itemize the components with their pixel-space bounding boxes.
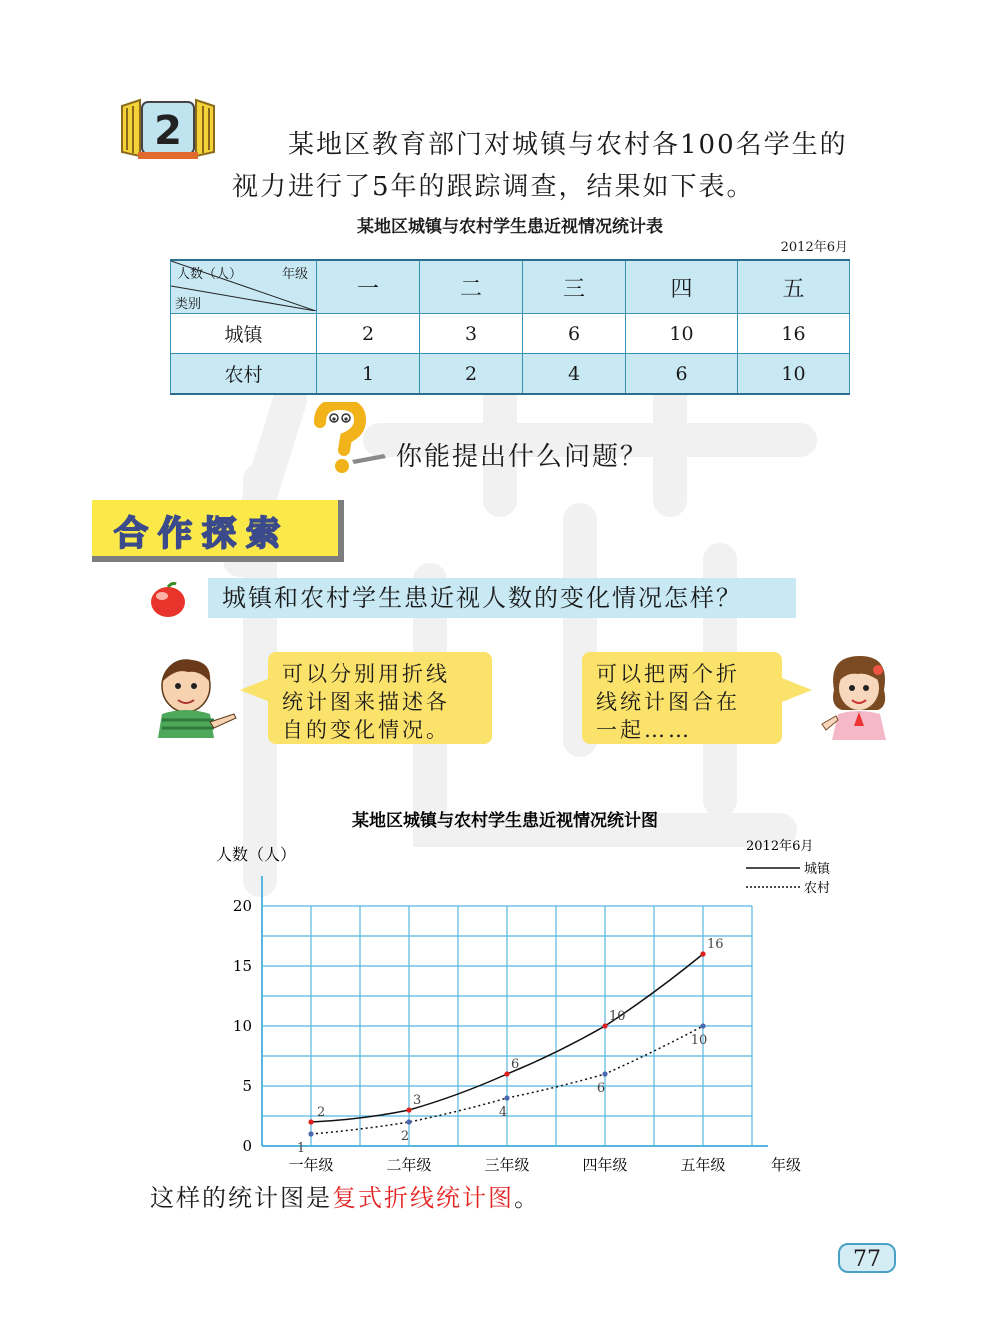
- banner-title: 合作探索: [114, 514, 290, 554]
- y-tick-label: 20: [232, 897, 252, 915]
- speech-bubble-tail-right: [782, 678, 812, 702]
- data-point: [406, 1107, 411, 1112]
- conclusion-highlight: 复式折线统计图: [332, 1184, 514, 1212]
- x-tick-label: 四年级: [582, 1156, 628, 1174]
- girl-character-icon: [818, 650, 900, 740]
- data-label: 3: [413, 1093, 422, 1108]
- sub-question-bar: 城镇和农村学生患近视人数的变化情况怎样？: [208, 578, 796, 618]
- table-cell: 3: [420, 314, 523, 354]
- data-label: 6: [596, 1081, 606, 1096]
- data-label: 4: [498, 1105, 508, 1120]
- table-date: 2012年6月: [780, 240, 848, 255]
- table-title: 某地区城镇与农村学生患近视情况统计表: [357, 217, 663, 237]
- x-axis-label: 年级: [770, 1156, 802, 1174]
- table-cell: 16: [738, 314, 850, 354]
- row-label: 农村: [171, 354, 317, 395]
- grade-header-3: 三: [523, 260, 626, 314]
- table-cell: 6: [626, 354, 738, 395]
- x-tick-label: 二年级: [386, 1156, 432, 1174]
- x-tick-label: 一年级: [288, 1156, 334, 1174]
- intro-line-2: 视力进行了5年的跟踪调查，结果如下表。: [232, 172, 755, 202]
- corner-type-label: 类别: [175, 297, 202, 312]
- section-banner: [92, 500, 346, 562]
- data-label: 2: [400, 1129, 410, 1144]
- table-cell: 6: [523, 314, 626, 354]
- x-tick-label: 三年级: [484, 1156, 530, 1174]
- y-tick-label: 0: [242, 1137, 252, 1155]
- intro-line-1: 某地区教育部门对城镇与农村各100名学生的: [288, 130, 848, 160]
- table-cell: 10: [626, 314, 738, 354]
- conclusion-prefix: 这样的统计图是: [150, 1184, 332, 1212]
- data-point: [308, 1119, 313, 1124]
- y-axis-label: 人数（人）: [216, 845, 297, 864]
- bubble-line: 线统计图合在: [596, 690, 740, 714]
- grade-header-1: 一: [317, 260, 420, 314]
- page-number: 77: [838, 1243, 896, 1273]
- data-label: 10: [690, 1033, 708, 1048]
- bubble-line: 一起……: [596, 718, 692, 742]
- data-label: 1: [296, 1141, 306, 1156]
- data-point: [602, 1071, 607, 1076]
- table-cell: 4: [523, 354, 626, 395]
- y-tick-label: 15: [232, 957, 252, 975]
- data-label: 2: [317, 1105, 326, 1120]
- x-tick-label: 五年级: [680, 1156, 726, 1174]
- grade-header-4: 四: [626, 260, 738, 314]
- data-point: [602, 1023, 607, 1028]
- speech-bubble-tail-left: [240, 678, 270, 702]
- row-label: 城镇: [171, 314, 317, 354]
- data-point: [700, 951, 705, 956]
- data-point: [700, 1023, 705, 1028]
- table-cell: 2: [317, 314, 420, 354]
- bubble-line: 可以把两个折: [596, 662, 740, 686]
- chart-title: 某地区城镇与农村学生患近视情况统计图: [352, 811, 658, 831]
- bubble-line: 自的变化情况。: [282, 718, 450, 742]
- example-number: 2: [154, 108, 182, 154]
- speech-bubble-girl: [582, 652, 782, 744]
- data-point: [504, 1071, 509, 1076]
- bubble-line: 可以分别用折线: [282, 662, 450, 686]
- question-prompt: 你能提出什么问题？: [396, 442, 649, 472]
- legend-label-urban: 城镇: [804, 862, 831, 877]
- grade-header-5: 五: [738, 260, 850, 314]
- table-cell: 2: [420, 354, 523, 395]
- statistics-table: [170, 259, 850, 395]
- bubble-line: 统计图来描述各: [282, 690, 450, 714]
- legend-label-rural: 农村: [804, 881, 831, 896]
- example-number-badge: [118, 98, 218, 160]
- data-point: [406, 1119, 411, 1124]
- table-row-rural: [171, 354, 850, 395]
- y-tick-label: 10: [232, 1017, 252, 1035]
- chart-date: 2012年6月: [746, 839, 814, 854]
- corner-people-label: 人数（人）: [177, 267, 243, 282]
- boy-character-icon: [148, 656, 238, 738]
- table-header-row: [171, 260, 850, 314]
- table-cell: 1: [317, 354, 420, 395]
- table-cell: 10: [738, 354, 850, 395]
- table-row-urban: [171, 314, 850, 354]
- line-chart: [200, 800, 850, 1180]
- data-label: 16: [707, 937, 724, 952]
- corner-grade-label: 年级: [281, 267, 308, 282]
- data-point: [308, 1131, 313, 1136]
- conclusion-text: [150, 1178, 540, 1213]
- speech-bubble-boy: [268, 652, 492, 744]
- data-point: [504, 1095, 509, 1100]
- grade-header-2: 二: [420, 260, 523, 314]
- y-tick-label: 5: [242, 1077, 252, 1095]
- line-chart-svg: [200, 800, 850, 1180]
- conclusion-suffix: 。: [514, 1184, 540, 1212]
- data-label: 10: [609, 1009, 626, 1024]
- intro-paragraph: [232, 124, 912, 208]
- table-corner-cell: [171, 260, 317, 314]
- question-mark-character-icon: [302, 402, 388, 474]
- data-label: 6: [511, 1057, 520, 1072]
- bullet-ball-icon: [148, 582, 188, 618]
